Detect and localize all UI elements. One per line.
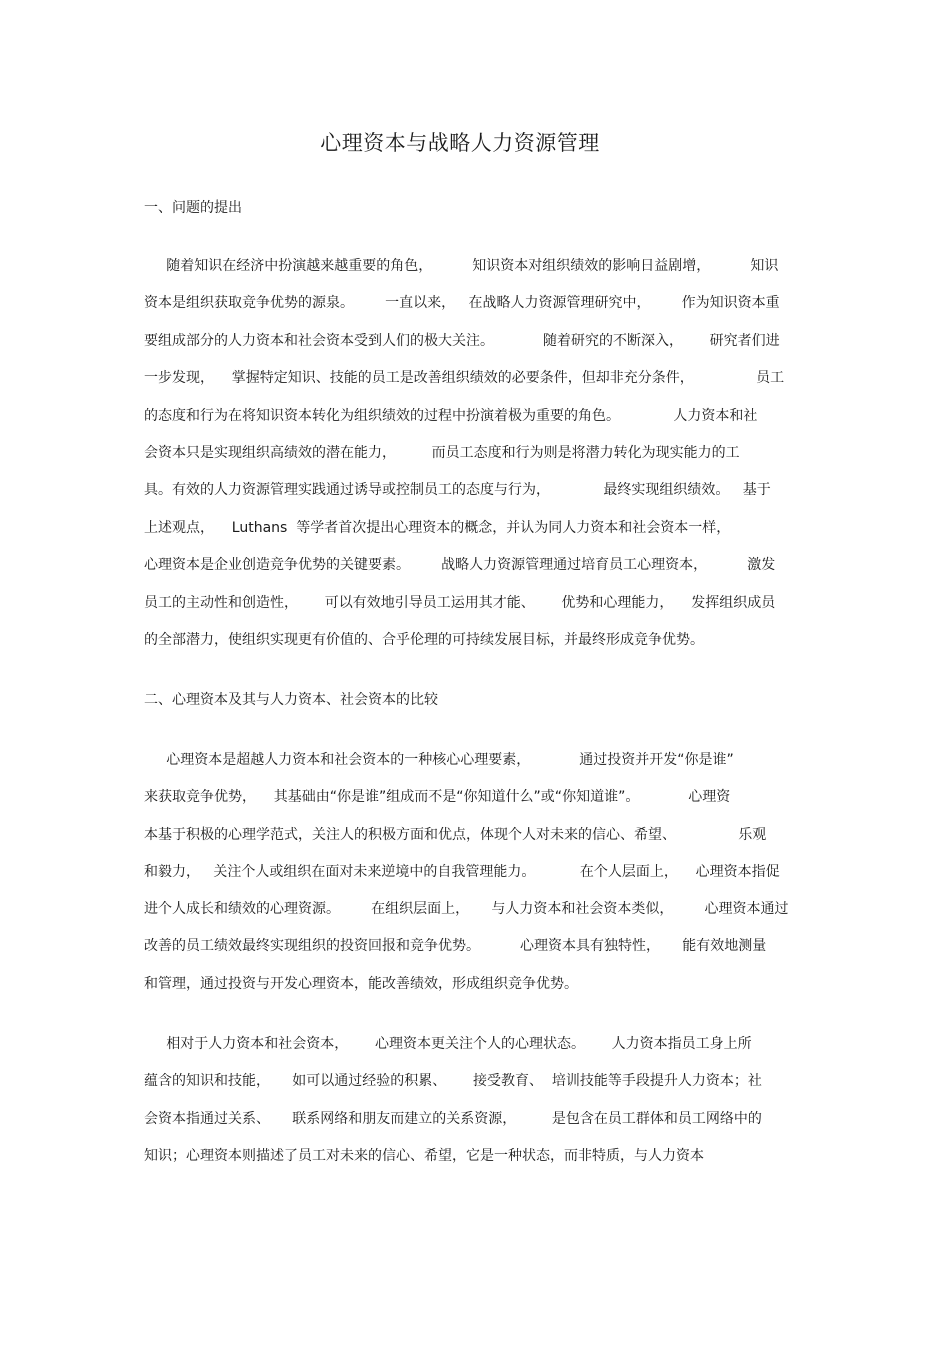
paragraph-line: 的全部潜力，使组织实现更有价值的、合乎伦理的可持续发展目标，并最终形成竞争优势。 — [144, 631, 704, 648]
section-heading-2: 二、心理资本及其与人力资本、社会资本的比较 — [144, 692, 438, 708]
paragraph-line: 一步发现， 掌握特定知识、技能的员工是改善组织绩效的必要条件，但却非充分条件， 员工 — [144, 370, 785, 387]
paragraph-line: 会资本只是实现组织高绩效的潜在能力， 而员工态度和行为则是将潜力转化为现实能力的工 — [144, 444, 740, 461]
paragraph-line: 知识；心理资本则描述了员工对未来的信心、希望，它是一种状态，而非特质，与人力资本 — [144, 1148, 704, 1165]
section-2-paragraph-1 — [144, 750, 806, 1011]
paragraph-line: 本基于积极的心理学范式，关注人的积极方面和优点，体现个人对未来的信心、希望、 乐观 — [144, 826, 767, 843]
paragraph-line: 进个人成长和绩效的心理资源。 在组织层面上， 与人力资本和社会资本类似， 心理资本通过 — [144, 901, 789, 918]
paragraph-line: 随着知识在经济中扮演越来越重要的角色， 知识资本对组织绩效的影响日益剧增， 知识 — [144, 258, 779, 274]
paragraph-line: 改善的员工绩效最终实现组织的投资回报和竞争优势。 心理资本具有独特性， 能有效地测量 — [144, 938, 767, 955]
paragraph-line: 来获取竞争优势， 其基础由“你是谁”组成而不是“你知道什么”或“你知道谁”。 心理资 — [144, 789, 731, 806]
paragraph-line: 会资本指通过关系、 联系网络和朋友而建立的关系资源， 是包含在员工群体和员工网络中的 — [144, 1110, 762, 1127]
paragraph-line: 和管理，通过投资与开发心理资本，能改善绩效，形成组织竞争优势。 — [144, 975, 578, 992]
paragraph-line: 心理资本是企业创造竞争优势的关键要素。 战略人力资源管理通过培育员工心理资本， 激发 — [144, 557, 776, 574]
section-heading-1: 一、问题的提出 — [144, 200, 242, 216]
paragraph-line: 具。有效的人力资源管理实践通过诱导或控制员工的态度与行为， 最终实现组织绩效。 基于 — [144, 482, 771, 499]
paragraph-line: 和毅力， 关注个人或组织在面对未来逆境中的自我管理能力。 在个人层面上， 心理资本指促 — [144, 863, 780, 880]
paragraph-line: 的态度和行为在将知识资本转化为组织绩效的过程中扮演着极为重要的角色。 人力资本和社 — [144, 407, 758, 424]
paragraph-line: 心理资本是超越人力资本和社会资本的一种核心心理要素， 通过投资并开发“你是谁” — [144, 752, 734, 768]
paragraph-line: 要组成部分的人力资本和社会资本受到人们的极大关注。 随着研究的不断深入， 研究者们进 — [144, 332, 780, 349]
paragraph-line: 上述观点， Luthans 等学者首次提出心理资本的概念，并认为同人力资本和社会资本一样， — [144, 519, 731, 536]
section-1-paragraph-1 — [144, 256, 806, 667]
paragraph-line: 资本是组织获取竞争优势的源泉。 一直以来， 在战略人力资源管理研究中， 作为知识资本重 — [144, 295, 780, 312]
paragraph-line: 相对于人力资本和社会资本， 心理资本更关注个人的心理状态。 人力资本指员工身上所 — [144, 1036, 752, 1052]
paragraph-line: 蕴含的知识和技能， 如可以通过经验的积累、 接受教育、 培训技能等手段提升人力资本；社 — [144, 1073, 762, 1090]
document-title: 心理资本与战略人力资源管理 — [320, 131, 600, 155]
section-2-paragraph-2 — [144, 1034, 806, 1184]
paragraph-line: 员工的主动性和创造性， 可以有效地引导员工运用其才能、 优势和心理能力， 发挥组织成员 — [144, 594, 776, 611]
